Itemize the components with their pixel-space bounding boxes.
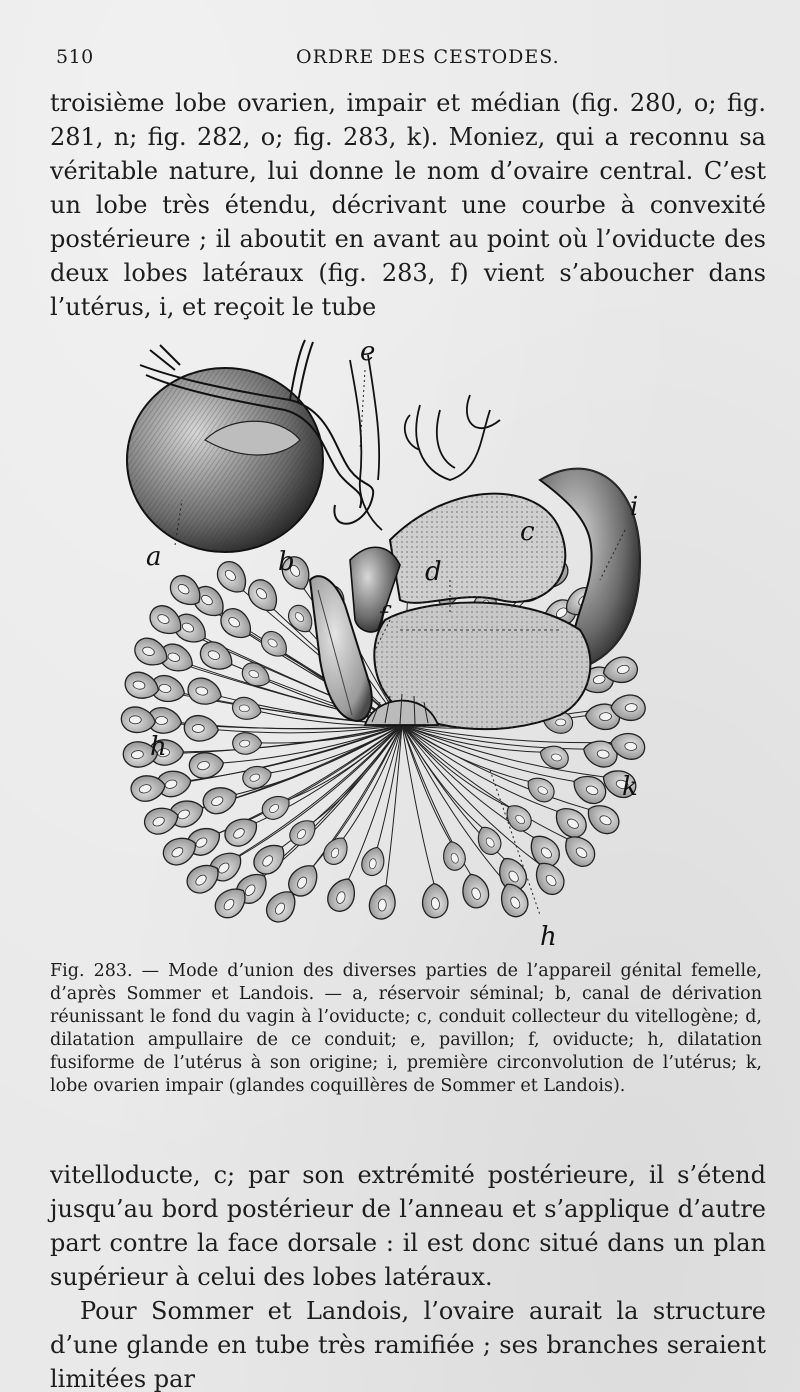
ovarian-lobule bbox=[439, 839, 469, 874]
running-head bbox=[56, 44, 760, 74]
ovarian-lobule bbox=[528, 857, 569, 899]
label-f: f bbox=[378, 602, 388, 632]
label-d: d bbox=[425, 557, 442, 587]
caption-text: Fig. 283. — Mode d’union des diverses parties de l’appareil génital femelle, d’après Sommer et Landois. — a, réservoir séminal; b, canal de dérivation réunissant le fond du vagin à l’oviducte; c, conduit collecteur du vitellogène; d, dilatation ampullaire de ce conduit; e, pavillon; f, oviducte; h, dilatation fusiforme de l’utérus à son origine; i, première circonvolution de l’utérus; k, lobe ovarien impair (glandes coquillères de Sommer et Landois). bbox=[50, 961, 762, 1096]
body-paragraphs-bottom bbox=[50, 1158, 766, 1392]
paragraph-sommer-landois: Pour Sommer et Landois, l’ovaire aurait la structure d’une glande en tube très ramifiée ; ses branches seraient limitées par bbox=[50, 1297, 766, 1392]
ovarian-lobule bbox=[457, 870, 493, 911]
label-h-bottom: h bbox=[540, 922, 557, 950]
page-number: 510 bbox=[56, 46, 94, 68]
figure-283-illustration bbox=[120, 330, 690, 950]
label-h-left: h bbox=[150, 732, 167, 762]
ovarian-lobule bbox=[186, 676, 224, 707]
lobule-duct bbox=[240, 725, 402, 856]
ovarian-lobule bbox=[121, 707, 155, 733]
ovarian-lobule bbox=[243, 575, 285, 617]
ovarian-lobule bbox=[494, 879, 533, 921]
ovarian-lobule bbox=[368, 884, 396, 920]
seminal-receptacle-a bbox=[127, 368, 323, 552]
paragraph-vitelloducte: vitelloducte, c; par son extrémité postérieure, il s’étend jusqu’au bord postérieur de l’anneau et s’applique d’autre part contre la face dorsale : il est donc situé dans un plan supérieur à celui des lobes latéraux. bbox=[50, 1161, 766, 1291]
body-paragraph-top bbox=[50, 86, 766, 324]
ovarian-lobule bbox=[184, 715, 219, 741]
ovarian-lobule bbox=[360, 845, 386, 877]
label-i: i bbox=[630, 492, 639, 522]
label-a: a bbox=[146, 542, 162, 572]
label-b: b bbox=[278, 547, 295, 577]
anatomical-engraving bbox=[120, 330, 690, 950]
running-title: ORDRE DES CESTODES. bbox=[296, 46, 560, 68]
lobule-duct bbox=[402, 725, 528, 781]
ovarian-lobule bbox=[523, 773, 559, 805]
ovarian-lobule bbox=[582, 800, 624, 838]
ovarian-lobule bbox=[419, 882, 450, 920]
ovarian-lobule bbox=[231, 696, 262, 721]
ovarian-lobule bbox=[325, 875, 359, 915]
label-c: c bbox=[520, 517, 535, 547]
lobule-duct bbox=[386, 725, 402, 885]
label-k: k bbox=[622, 772, 638, 802]
paragraph-continuation: troisième lobe ovarien, impair et médian (fig. 280, o; fig. 281, n; fig. 282, o; fig. 283, k). Moniez, qui a reconnu sa véritable nature, lui donne le nom d’ovaire central. C’est un lobe très étendu, décrivant une courbe à convexité postérieure ; il aboutit en avant au point où l’oviducte des deux lobes latéraux (fig. 283, f) vient s’aboucher dans l’utérus, i, et reçoit le tube bbox=[50, 89, 766, 321]
ovarian-lobule bbox=[231, 730, 263, 756]
label-e: e bbox=[360, 337, 376, 367]
figure-caption bbox=[50, 960, 762, 1098]
ovarian-lobule bbox=[472, 822, 506, 858]
ovarian-lobule bbox=[199, 781, 241, 819]
ovarian-lobule bbox=[239, 660, 274, 690]
ovarian-lobule bbox=[286, 814, 321, 850]
